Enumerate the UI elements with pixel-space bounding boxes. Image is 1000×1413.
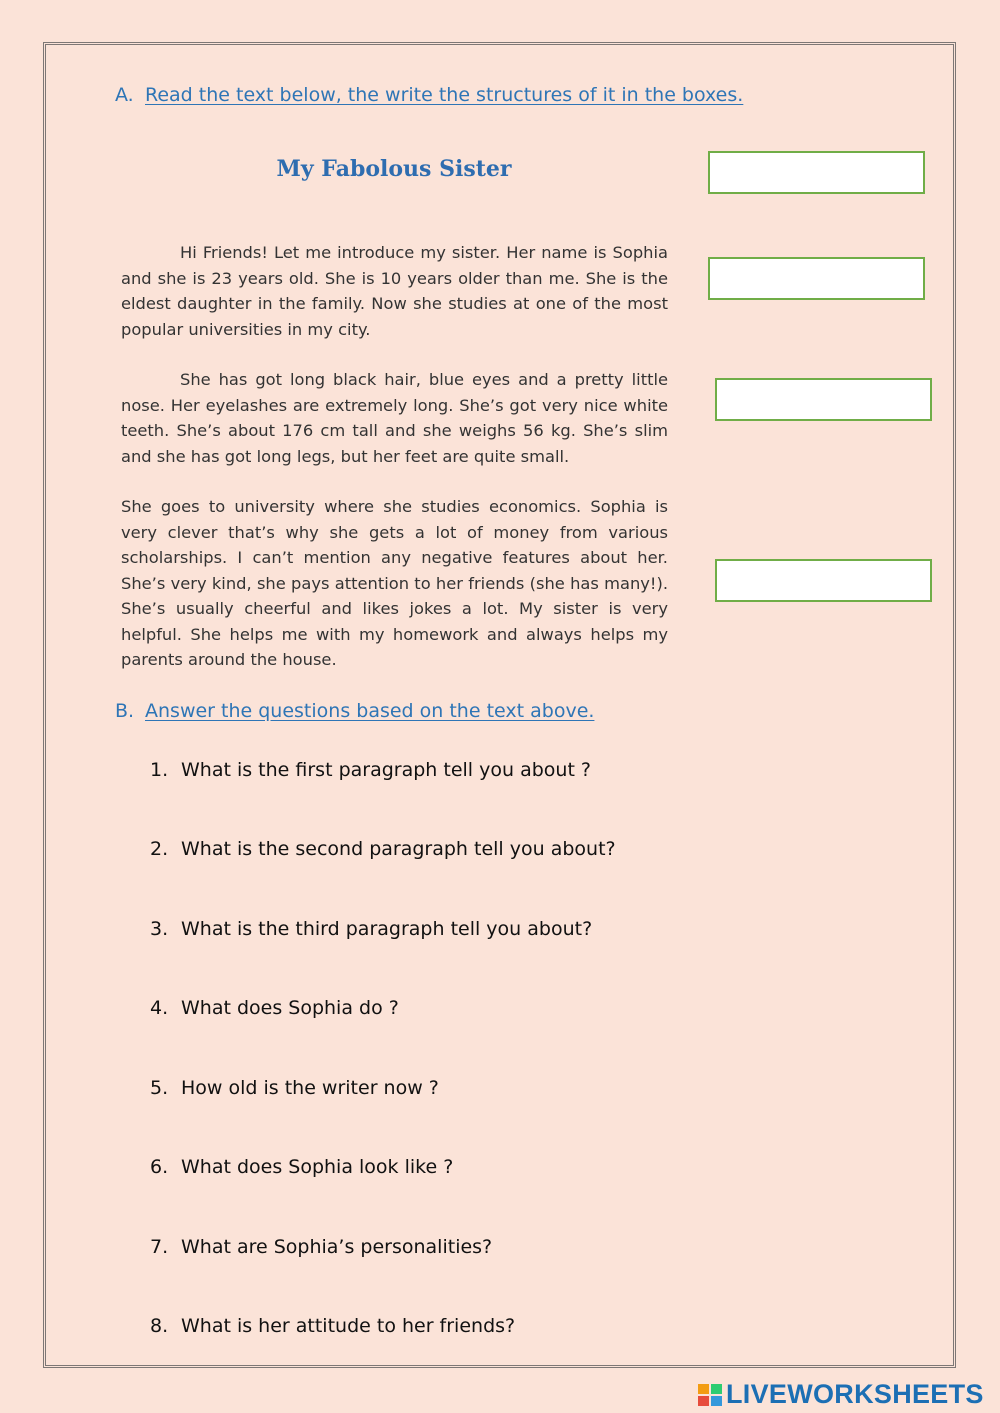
question-text: What is the first paragraph tell you about ? [181, 759, 592, 781]
question-6 [150, 1156, 453, 1178]
answer-box-paragraph-1[interactable] [708, 257, 925, 300]
section-a-heading [115, 84, 743, 106]
paragraph-2: She has got long black hair, blue eyes and a pretty little nose. Her eyelashes are extremely long. She’s got very nice white teeth. She’s about 176 cm tall and she weighs 56 kg. She’s slim and she has got long legs, but her feet are quite small. [121, 370, 668, 466]
question-7 [150, 1236, 492, 1258]
paragraph-3: She goes to university where she studies economics. Sophia is very clever that’s why she gets a lot of money from various scholarships. I can’t mention any negative features about her. She’s very kind, she pays attention to her friends (she has many!). She’s usually cheerful and likes jokes a lot. My sister is very helpful. She helps me with my homework and always helps my parents around the house. [121, 497, 668, 669]
logo-square [711, 1396, 722, 1406]
question-number: 4. [150, 997, 169, 1019]
question-5 [150, 1077, 439, 1099]
section-b-letter: B. [115, 700, 135, 722]
logo-square [698, 1396, 709, 1406]
question-text: What is her attitude to her friends? [181, 1315, 516, 1337]
section-b-heading [115, 700, 594, 722]
question-2 [150, 838, 616, 860]
answer-box-paragraph-2[interactable] [715, 378, 932, 421]
question-text: What is the second paragraph tell you about? [181, 838, 616, 860]
logo-square [711, 1384, 722, 1394]
logo-mark-icon [698, 1384, 722, 1406]
section-a-instruction: Read the text below, the write the structures of it in the boxes. [145, 84, 744, 106]
section-b-instruction: Answer the questions based on the text above. [145, 700, 595, 722]
question-text: How old is the writer now ? [181, 1077, 439, 1099]
question-3 [150, 918, 592, 940]
section-a-letter: A. [115, 84, 134, 106]
question-text: What does Sophia look like ? [181, 1156, 454, 1178]
answer-box-paragraph-3[interactable] [715, 559, 932, 602]
question-text: What does Sophia do ? [181, 997, 399, 1019]
reading-title: My Fabolous Sister [276, 156, 512, 182]
logo-square [698, 1384, 709, 1394]
question-number: 1. [150, 759, 169, 781]
question-text: What are Sophia’s personalities? [181, 1236, 493, 1258]
logo-text: LIVEWORKSHEETS [726, 1379, 984, 1409]
question-number: 6. [150, 1156, 169, 1178]
question-number: 3. [150, 918, 169, 940]
question-number: 8. [150, 1315, 169, 1337]
question-4 [150, 997, 399, 1019]
question-text: What is the third paragraph tell you about? [181, 918, 593, 940]
question-number: 7. [150, 1236, 169, 1258]
paragraph-1: Hi Friends! Let me introduce my sister. Her name is Sophia and she is 23 years old. She is 10 years older than me. She is the eldest daughter in the family. Now she studies at one of the most popular universities in my city. [121, 243, 668, 339]
answer-box-title[interactable] [708, 151, 925, 194]
question-8 [150, 1315, 515, 1337]
liveworksheets-logo[interactable] [698, 1379, 984, 1410]
question-1 [150, 759, 591, 781]
question-number: 5. [150, 1077, 169, 1099]
question-number: 2. [150, 838, 169, 860]
